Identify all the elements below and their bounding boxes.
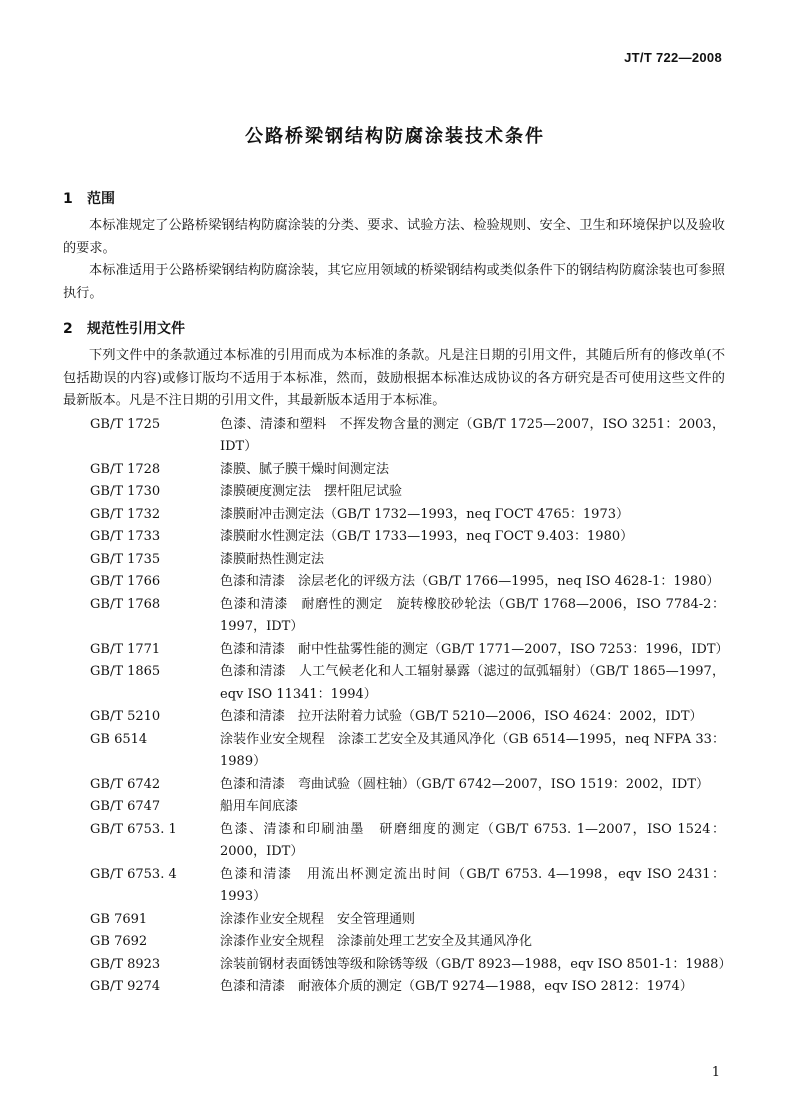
reference-item — [63, 909, 725, 932]
reference-title: 色漆和清漆 耐磨性的测定 旋转橡胶砂轮法（GB/T 1768—2006，ISO 7784-2：1997，IDT） — [220, 596, 725, 635]
section-1-paragraph-2: 本标准适用于公路桥梁钢结构防腐涂装，其它应用领域的桥梁钢结构或类似条件下的钢结构防腐涂装也可参照执行。 — [63, 263, 725, 302]
reference-code: GB 6514 — [90, 731, 148, 747]
reference-code: GB 7691 — [90, 911, 148, 927]
document-code: JT/T 722—2008 — [624, 50, 722, 65]
reference-title: 涂装作业安全规程 涂漆工艺安全及其通风净化（GB 6514—1995，neq NFPA 33：1989） — [220, 731, 725, 770]
reference-code: GB/T 1735 — [90, 551, 161, 567]
reference-title: 色漆、清漆和塑料 不挥发物含量的测定（GB/T 1725—2007，ISO 3251：2003，IDT） — [220, 416, 725, 455]
reference-code: GB/T 1733 — [90, 529, 161, 545]
document-title: 公路桥梁钢结构防腐涂装技术条件 — [245, 126, 545, 147]
reference-title: 漆膜、腻子膜干燥时间测定法 — [220, 461, 390, 477]
reference-code: GB/T 1725 — [90, 416, 161, 432]
section-2-intro: 下列文件中的条款通过本标准的引用而成为本标准的条款。凡是注日期的引用文件，其随后所有的修改单(不包括勘误的内容)或修订版均不适用于本标准，然而，鼓励根据本标准达成协议的各方研究是否可使用这些文件的最新版本。凡是不注日期的引用文件，其最新版本适用于本标准。 — [63, 347, 725, 409]
reference-code: GB 7692 — [90, 934, 148, 950]
reference-code: GB/T 1768 — [90, 596, 161, 612]
reference-code: GB/T 1766 — [90, 574, 161, 590]
reference-title: 色漆和清漆 涂层老化的评级方法（GB/T 1766—1995，neq ISO 4628-1：1980） — [220, 574, 720, 590]
reference-item — [63, 729, 725, 774]
reference-code: GB/T 6753. 4 — [90, 866, 177, 882]
reference-item — [63, 594, 725, 639]
reference-code: GB/T 5210 — [90, 709, 161, 725]
reference-title: 色漆和清漆 用流出杯测定流出时间（GB/T 6753. 4—1998，eqv ISO 2431：1993） — [220, 866, 725, 905]
reference-item — [63, 504, 725, 527]
reference-code: GB/T 1732 — [90, 506, 161, 522]
reference-item — [63, 931, 725, 954]
reference-code: GB/T 1730 — [90, 484, 161, 500]
reference-list — [63, 414, 732, 999]
reference-title: 涂漆作业安全规程 涂漆前处理工艺安全及其通风净化 — [220, 934, 533, 950]
reference-code: GB/T 8923 — [90, 956, 161, 972]
reference-item — [63, 481, 725, 504]
reference-title: 色漆和清漆 耐中性盐雾性能的测定（GB/T 1771—2007，ISO 7253：1996，IDT） — [220, 641, 729, 657]
section-1-title: 范围 — [87, 191, 115, 207]
reference-title: 漆膜耐热性测定法 — [220, 551, 325, 567]
reference-title: 船用车间底漆 — [220, 799, 299, 815]
reference-item — [63, 571, 725, 594]
page-number: 1 — [711, 1065, 720, 1080]
reference-title: 涂漆作业安全规程 安全管理通则 — [220, 911, 416, 927]
reference-title: 色漆和清漆 人工气候老化和人工辐射暴露（滤过的氙弧辐射）（GB/T 1865—1997，eqv ISO 11341：1994） — [220, 664, 725, 702]
reference-item — [63, 976, 725, 999]
reference-item — [63, 706, 725, 729]
reference-title: 色漆、清漆和印刷油墨 研磨细度的测定（GB/T 6753. 1—2007，ISO 1524：2000，IDT） — [220, 821, 725, 860]
section-2-heading — [63, 318, 725, 340]
reference-code: GB/T 1865 — [90, 664, 161, 680]
reference-title: 色漆和清漆 拉开法附着力试验（GB/T 5210—2006，ISO 4624：2002，IDT） — [220, 709, 703, 725]
reference-item — [63, 774, 725, 797]
section-1-number: 1 — [63, 191, 73, 207]
reference-item — [63, 661, 725, 706]
document-body — [63, 188, 732, 999]
reference-item — [63, 414, 725, 459]
reference-item — [63, 459, 725, 482]
reference-code: GB/T 1771 — [90, 641, 161, 657]
section-1-paragraph-1: 本标准规定了公路桥梁钢结构防腐涂装的分类、要求、试验方法、检验规则、安全、卫生和环境保护以及验收的要求。 — [63, 218, 725, 256]
reference-item — [63, 549, 725, 572]
reference-title: 色漆和清漆 弯曲试验（圆柱轴）（GB/T 6742—2007，ISO 1519：2002，IDT） — [220, 776, 710, 792]
reference-title: 漆膜硬度测定法 摆杆阻尼试验 — [220, 484, 403, 500]
reference-code: GB/T 6747 — [90, 799, 161, 815]
reference-title: 色漆和清漆 耐液体介质的测定（GB/T 9274—1988，eqv ISO 2812：1974） — [220, 979, 693, 995]
section-2-number: 2 — [63, 320, 73, 337]
reference-title: 漆膜耐冲击测定法（GB/T 1732—1993，neq ГОСТ 4765：1973） — [220, 506, 629, 522]
section-1-heading — [63, 188, 725, 210]
reference-item — [63, 864, 725, 909]
reference-title: 漆膜耐水性测定法（GB/T 1733—1993，neq ГОСТ 9.403：1980） — [220, 529, 634, 545]
reference-code: GB/T 9274 — [90, 979, 161, 995]
reference-title: 涂装前钢材表面锈蚀等级和除锈等级（GB/T 8923—1988，eqv ISO 8501-1：1988） — [220, 956, 732, 972]
reference-code: GB/T 1728 — [90, 461, 161, 477]
reference-code: GB/T 6753. 1 — [90, 821, 177, 837]
reference-code: GB/T 6742 — [90, 776, 161, 792]
reference-item — [63, 796, 725, 819]
reference-item — [63, 819, 725, 864]
reference-item — [63, 639, 729, 662]
reference-item — [63, 526, 725, 549]
section-2-title: 规范性引用文件 — [87, 320, 185, 337]
reference-item — [63, 954, 732, 977]
